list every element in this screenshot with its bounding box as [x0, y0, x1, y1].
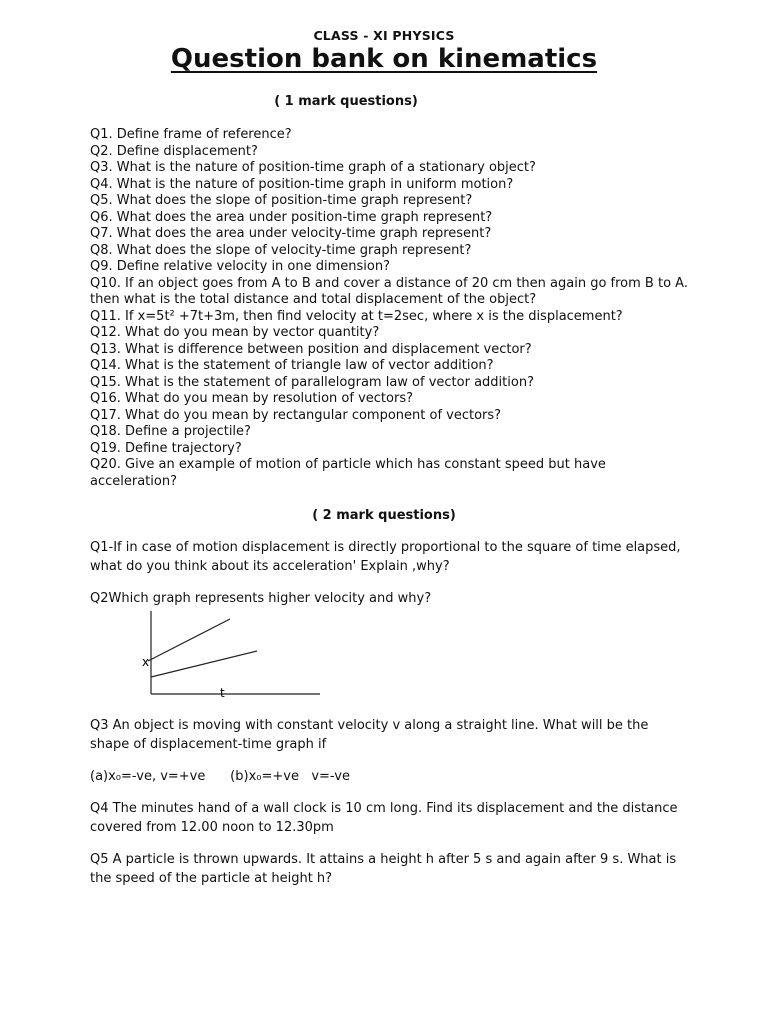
position-time-graph [138, 606, 328, 701]
question-item: Q10. If an object goes from A to B and cover a distance of 20 cm then again go from B to A. then what is the total distance and total displacement of the object? [90, 275, 688, 307]
question-item: Q8. What does the slope of velocity-time graph represent? [90, 242, 472, 258]
graph-svg [138, 606, 328, 701]
question-item: Q13. What is difference between position and displacement vector? [90, 341, 532, 357]
question-item: Q2. Define displacement? [90, 143, 258, 159]
two-mark-q1: Q1-If in case of motion displacement is directly proportional to the square of time elapsed, what do you think about its acceleration' Explain ,why? [90, 540, 681, 574]
graph-line-steep [148, 619, 230, 661]
two-mark-q4: Q4 The minutes hand of a wall clock is 10 cm long. Find its displacement and the distance covered from 12.00 noon to 12.30pm [90, 801, 678, 835]
question-item: Q6. What does the area under position-time graph represent? [90, 209, 493, 225]
two-mark-q3-options: (a)x₀=-ve, v=+ve (b)x₀=+ve v=-ve [90, 769, 350, 784]
question-item: Q7. What does the area under velocity-time graph represent? [90, 226, 492, 241]
question-item: Q11. If x=5t² +7t+3m, then find velocity at t=2sec, where x is the displacement? [90, 308, 623, 324]
question-item: Q17. What do you mean by rectangular component of vectors? [90, 407, 502, 423]
question-item: Q5. What does the slope of position-time graph represent? [90, 193, 473, 208]
class-line: CLASS - XI PHYSICS [313, 28, 455, 43]
two-mark-q3: Q3 An object is moving with constant velocity v along a straight line. What will be the shape of displacement-time graph if [90, 718, 649, 752]
page-title-text: Question bank on kinematics [170, 44, 598, 74]
section-1-heading: ( 1 mark questions) [274, 94, 418, 109]
question-item: Q4. What is the nature of position-time graph in uniform motion? [90, 176, 514, 192]
two-mark-q5: Q5 A particle is thrown upwards. It attains a height h after 5 s and again after 9 s. What is the speed of the particle at height h? [90, 852, 677, 886]
question-item: Q3. What is the nature of position-time graph of a stationary object? [90, 160, 536, 175]
question-item: Q16. What do you mean by resolution of vectors? [90, 391, 414, 406]
question-item: Q14. What is the statement of triangle law of vector addition? [90, 358, 494, 373]
x-axis-label: t [220, 686, 225, 700]
page-title [0, 44, 768, 74]
two-mark-q2: Q2Which graph represents higher velocity and why? [90, 591, 432, 606]
question-item: Q18. Define a projectile? [90, 424, 251, 439]
y-axis-label: x [142, 655, 150, 669]
section-2-heading: ( 2 mark questions) [312, 508, 456, 523]
question-item: Q9. Define relative velocity in one dimension? [90, 259, 390, 274]
graph-line-shallow [151, 651, 257, 677]
question-item: Q1. Define frame of reference? [90, 127, 292, 142]
question-item: Q12. What do you mean by vector quantity? [90, 325, 380, 340]
question-item: Q19. Define trajectory? [90, 440, 242, 456]
question-item: Q20. Give an example of motion of particle which has constant speed but have acceleration? [90, 457, 606, 489]
question-item: Q15. What is the statement of parallelogram law of vector addition? [90, 374, 534, 390]
one-mark-question-list [90, 127, 690, 490]
